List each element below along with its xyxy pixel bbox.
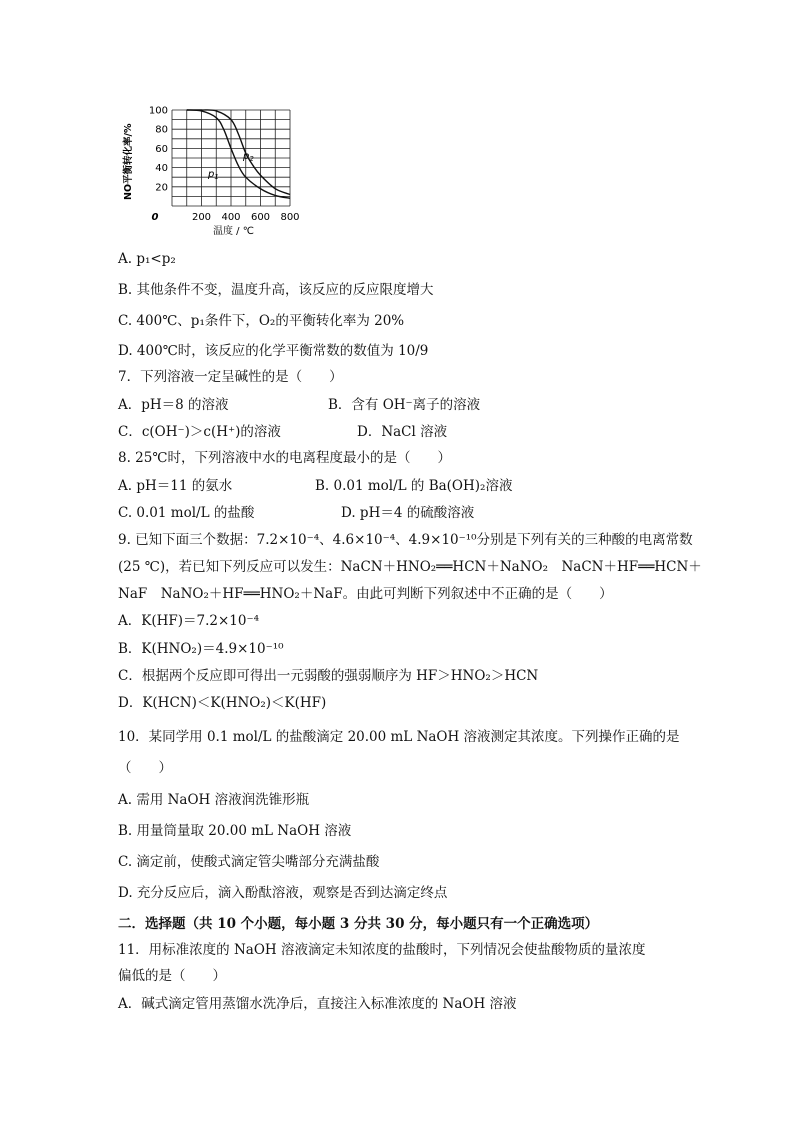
q11-option-a: A．碱式滴定管用蒸馏水洗净后，直接注入标准浓度的 NaOH 溶液: [118, 996, 517, 1012]
series-line-p2: [187, 110, 290, 195]
q10-option-b: B. 用量筒量取 20.00 mL NaOH 溶液: [118, 823, 352, 839]
x-tick-label: 200: [191, 212, 212, 223]
option-c: C. 400℃、p₁条件下，O₂的平衡转化率为 20%: [118, 313, 405, 329]
q7-option-d: D．NaCl 溶液: [357, 424, 448, 440]
option-d: D. 400℃时，该反应的化学平衡常数的数值为 10/9: [118, 343, 429, 359]
y-tick-label: 80: [155, 124, 168, 136]
chart-grid: [172, 110, 290, 206]
section-heading: 二．选择题（共 10 个小题，每小题 3 分共 30 分，每小题只有一个正确选项）: [118, 916, 599, 932]
y-tick-labels: [149, 106, 168, 194]
question-7: 7．下列溶液一定呈碱性的是（ ）: [118, 369, 343, 385]
y-tick-label: 20: [155, 182, 168, 194]
x-axis-label: 温度 / ℃: [213, 226, 254, 237]
x-tick-label: 800: [280, 212, 300, 223]
question-10-line-1: 10．某同学用 0.1 mol/L 的盐酸滴定 20.00 mL NaOH 溶液测定其浓度。下列操作正确的是: [118, 729, 680, 745]
question-9-line-1: 9. 已知下面三个数据：7.2×10⁻⁴、4.6×10⁻⁴、4.9×10⁻¹⁰分别是下列有关的三种酸的电离常数: [118, 532, 693, 548]
y-tick-label: 40: [155, 163, 168, 175]
y-tick-label: 100: [148, 105, 168, 117]
question-11-line-2: 偏低的是（ ）: [118, 968, 226, 984]
x-tick-label: 600: [250, 212, 271, 223]
x-tick-label: 0: [151, 212, 159, 223]
q7-option-b: B．含有 OH⁻离子的溶液: [328, 397, 481, 413]
q8-option-a: A. pH＝11 的氨水: [118, 478, 233, 494]
p2-label: $p_2$: [243, 151, 254, 163]
x-tick-labels: [152, 212, 300, 223]
q8-option-c: C. 0.01 mol/L 的盐酸: [118, 505, 255, 521]
option-b: B. 其他条件不变，温度升高，该反应的反应限度增大: [118, 282, 434, 298]
series-line-p1: [187, 110, 290, 198]
q9-option-d: D．K(HCN)＜K(HNO₂)＜K(HF): [118, 695, 327, 711]
q9-option-a: A．K(HF)＝7.2×10⁻⁴: [118, 613, 260, 629]
question-10-line-2: （ ）: [118, 760, 172, 776]
question-8: 8. 25℃时，下列溶液中水的电离程度最小的是（ ）: [118, 450, 451, 466]
q9-option-b: B．K(HNO₂)＝4.9×10⁻¹⁰: [118, 641, 284, 657]
chart-series: [187, 110, 290, 198]
question-9-line-2: (25 ℃)，若已知下列反应可以发生：NaCN＋HNO₂══HCN＋NaNO₂ NaCN＋HF══HCN＋: [118, 559, 702, 575]
conversion-chart: [118, 100, 318, 242]
question-9-line-3: NaF NaNO₂＋HF══HNO₂＋NaF。由此可判断下列叙述中不正确的是（ ）: [118, 586, 613, 602]
q10-option-c: C. 滴定前，使酸式滴定管尖嘴部分充满盐酸: [118, 854, 380, 870]
q10-option-d: D. 充分反应后，滴入酚酞溶液，观察是否到达滴定终点: [118, 885, 448, 901]
y-tick-label: 60: [155, 143, 168, 155]
y-axis-label: NO平衡转化率/%: [123, 123, 134, 200]
q10-option-a: A. 需用 NaOH 溶液润洗锥形瓶: [118, 792, 310, 808]
p1-label: $p_1$: [208, 169, 219, 181]
option-a: A. p₁<p₂: [118, 251, 176, 267]
q9-option-c: C．根据两个反应即可得出一元弱酸的强弱顺序为 HF＞HNO₂＞HCN: [118, 668, 539, 684]
question-11-line-1: 11．用标准浓度的 NaOH 溶液滴定未知浓度的盐酸时，下列情况会使盐酸物质的量浓度: [118, 942, 646, 958]
q7-option-c: C．c(OH⁻)＞c(H⁺)的溶液: [118, 424, 281, 440]
q7-option-a: A．pH＝8 的溶液: [118, 397, 229, 413]
x-tick-label: 400: [221, 212, 241, 223]
q8-option-b: B. 0.01 mol/L 的 Ba(OH)₂溶液: [315, 478, 513, 494]
q8-option-d: D. pH＝4 的硫酸溶液: [341, 505, 475, 521]
